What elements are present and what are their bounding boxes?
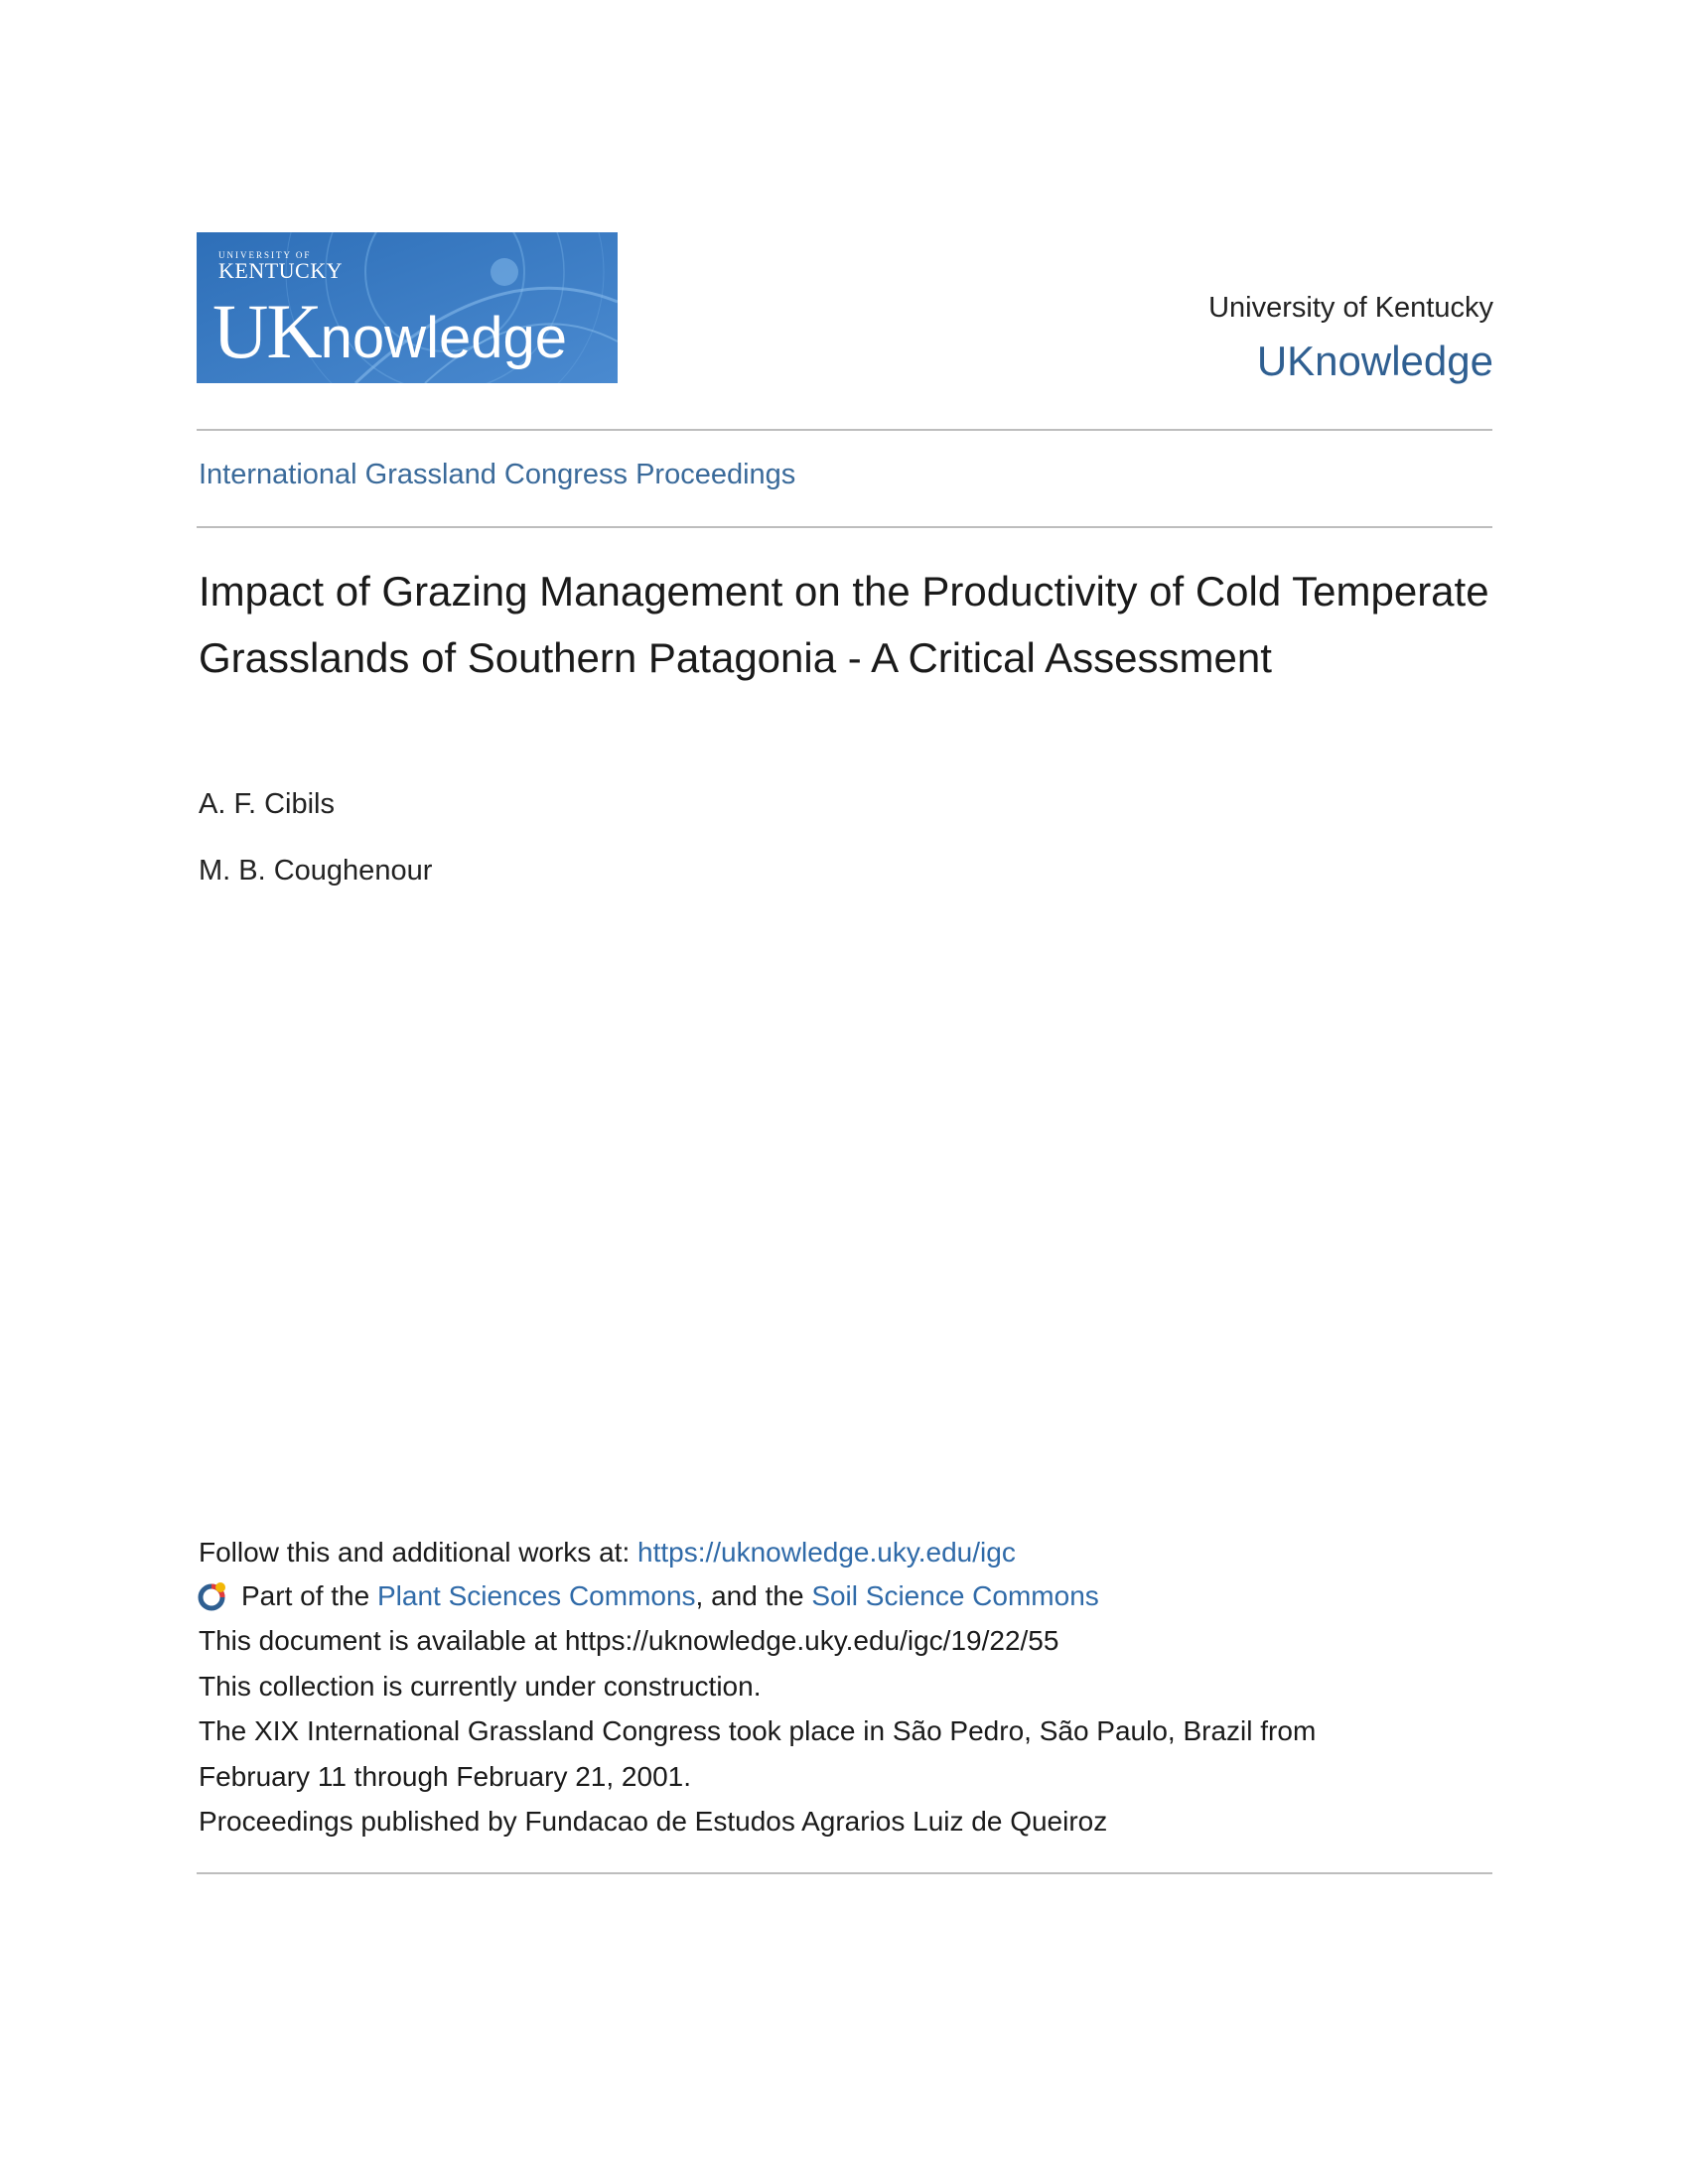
- plant-sciences-commons-link[interactable]: Plant Sciences Commons: [376, 1580, 696, 1611]
- publisher-line: Proceedings published by Fundacao de Estudos Agrarios Luiz de Queiroz: [199, 1806, 1108, 1837]
- repository-link[interactable]: UKnowledge: [1256, 338, 1493, 384]
- congress-line-2: February 11 through February 21, 2001.: [199, 1761, 692, 1792]
- follow-link[interactable]: https://uknowledge.uky.edu/igc: [637, 1537, 1016, 1568]
- divider-collection: [197, 526, 1492, 528]
- soil-science-commons-link[interactable]: Soil Science Commons: [811, 1580, 1099, 1611]
- paper-title: Impact of Grazing Management on the Productivity of Cold Temperate Grasslands of Southern Patagonia - A Critical Assessment: [199, 568, 1489, 681]
- logo-uknowledge-wordmark: [212, 288, 567, 378]
- availability-line: This document is available at https://uknowledge.uky.edu/igc/19/22/55: [199, 1625, 1059, 1656]
- uknowledge-logo[interactable]: [197, 232, 618, 383]
- collection-link[interactable]: International Grassland Congress Proceedings: [199, 459, 796, 490]
- divider-bottom: [197, 1872, 1492, 1874]
- part-of-prefix: Part of the: [241, 1580, 377, 1611]
- congress-line-1: The XIX International Grassland Congress took place in São Pedro, São Paulo, Brazil from: [199, 1715, 1317, 1746]
- logo-nowledge: nowledge: [320, 306, 567, 370]
- part-of-line: [241, 1580, 1099, 1612]
- construction-line: This collection is currently under construction.: [199, 1671, 762, 1702]
- divider-top: [197, 429, 1492, 431]
- logo-small-line1: UNIVERSITY OF: [218, 250, 312, 260]
- logo-uk: UK: [212, 288, 321, 374]
- follow-line: [199, 1537, 1016, 1569]
- logo-kentucky-wordmark: [218, 250, 343, 282]
- network-commons-icon: [197, 1580, 228, 1612]
- university-name: University of Kentucky: [1208, 292, 1493, 324]
- logo-small-line2: KENTUCKY: [218, 258, 343, 283]
- part-of-mid: , and the: [695, 1580, 812, 1611]
- author-1: A. F. Cibils: [199, 788, 335, 820]
- follow-label: Follow this and additional works at:: [199, 1537, 637, 1568]
- author-2: M. B. Coughenour: [199, 855, 433, 887]
